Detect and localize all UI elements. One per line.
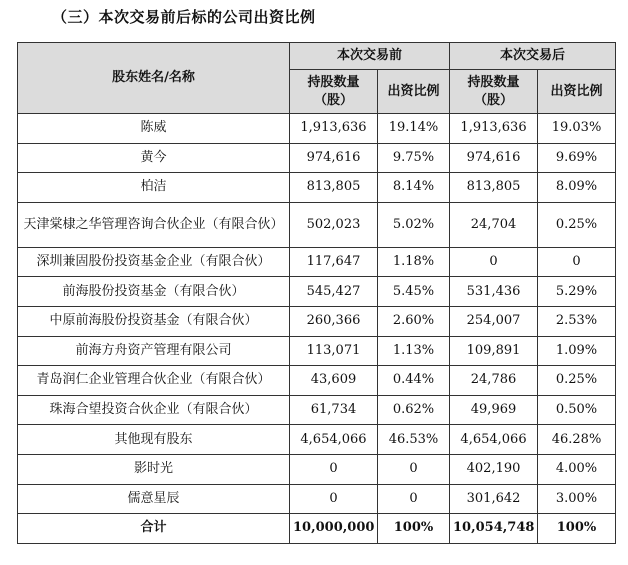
- total-row: [18, 514, 616, 544]
- after-shares: 24,704: [450, 202, 538, 247]
- after-shares: 4,654,066: [450, 425, 538, 455]
- after-shares: 254,007: [450, 306, 538, 336]
- after-shares: 974,616: [450, 143, 538, 173]
- after-ratio: 19.03%: [538, 114, 616, 144]
- after-ratio: 4.00%: [538, 454, 616, 484]
- before-shares: 260,366: [290, 306, 378, 336]
- before-ratio: 0: [378, 454, 450, 484]
- header-after: 本次交易后: [450, 43, 616, 70]
- after-shares: 402,190: [450, 454, 538, 484]
- after-ratio: 8.09%: [538, 173, 616, 203]
- after-shares: 0: [450, 247, 538, 277]
- equity-ratio-table: [17, 42, 616, 544]
- section-title: （三）本次交易前后标的公司出资比例: [52, 8, 316, 26]
- before-shares: 545,427: [290, 277, 378, 307]
- after-ratio: 0.25%: [538, 366, 616, 396]
- table-row: [18, 425, 616, 455]
- after-ratio: 1.09%: [538, 336, 616, 366]
- before-ratio: 19.14%: [378, 114, 450, 144]
- after-ratio: 5.29%: [538, 277, 616, 307]
- before-shares: 43,609: [290, 366, 378, 396]
- shareholder-name: 其他现有股东: [18, 425, 290, 455]
- header-after-shares: 持股数量 （股）: [450, 70, 538, 114]
- total-shareholder-name: 合计: [18, 514, 290, 544]
- header-shareholder: 股东姓名/名称: [18, 43, 290, 114]
- shareholder-name: 陈威: [18, 114, 290, 144]
- shareholder-name: 影时光: [18, 454, 290, 484]
- table-row: [18, 336, 616, 366]
- shareholder-name: 深圳兼固股份投资基金企业（有限合伙）: [18, 247, 290, 277]
- after-shares: 301,642: [450, 484, 538, 514]
- after-shares: 813,805: [450, 173, 538, 203]
- shareholder-name: 柏洁: [18, 173, 290, 203]
- after-shares: 1,913,636: [450, 114, 538, 144]
- header-before: 本次交易前: [290, 43, 450, 70]
- table-row: [18, 484, 616, 514]
- after-shares: 24,786: [450, 366, 538, 396]
- after-ratio: 0.50%: [538, 395, 616, 425]
- table-row: [18, 306, 616, 336]
- total-after-shares: 10,054,748: [450, 514, 538, 544]
- after-ratio: 2.53%: [538, 306, 616, 336]
- shareholder-name: 前海方舟资产管理有限公司: [18, 336, 290, 366]
- table-row: [18, 277, 616, 307]
- before-ratio: 5.02%: [378, 202, 450, 247]
- total-after-ratio: 100%: [538, 514, 616, 544]
- after-ratio: 46.28%: [538, 425, 616, 455]
- table-row: [18, 143, 616, 173]
- after-shares: 109,891: [450, 336, 538, 366]
- table-row: [18, 395, 616, 425]
- before-ratio: 0: [378, 484, 450, 514]
- after-ratio: 0.25%: [538, 202, 616, 247]
- before-shares: 61,734: [290, 395, 378, 425]
- after-shares: 49,969: [450, 395, 538, 425]
- before-ratio: 0.44%: [378, 366, 450, 396]
- after-ratio: 3.00%: [538, 484, 616, 514]
- before-shares: 0: [290, 454, 378, 484]
- header-before-ratio: 出资比例: [378, 70, 450, 114]
- before-ratio: 2.60%: [378, 306, 450, 336]
- header-before-shares: 持股数量 （股）: [290, 70, 378, 114]
- before-shares: 4,654,066: [290, 425, 378, 455]
- table-row: [18, 366, 616, 396]
- header-after-ratio: 出资比例: [538, 70, 616, 114]
- shareholder-name: 珠海合望投资合伙企业（有限合伙）: [18, 395, 290, 425]
- shareholder-name: 天津棠棣之华管理咨询合伙企业（有限合伙）: [18, 202, 290, 247]
- before-shares: 502,023: [290, 202, 378, 247]
- before-shares: 1,913,636: [290, 114, 378, 144]
- table-row: [18, 247, 616, 277]
- shareholder-name: 黄今: [18, 143, 290, 173]
- table-row: [18, 173, 616, 203]
- table-row: [18, 454, 616, 484]
- before-shares: 117,647: [290, 247, 378, 277]
- before-shares: 974,616: [290, 143, 378, 173]
- before-ratio: 0.62%: [378, 395, 450, 425]
- shareholder-name: 青岛润仁企业管理合伙企业（有限合伙）: [18, 366, 290, 396]
- before-ratio: 1.18%: [378, 247, 450, 277]
- before-ratio: 46.53%: [378, 425, 450, 455]
- before-ratio: 5.45%: [378, 277, 450, 307]
- table-row: [18, 202, 616, 247]
- total-before-shares: 10,000,000: [290, 514, 378, 544]
- before-ratio: 9.75%: [378, 143, 450, 173]
- shareholder-name: 前海股份投资基金（有限合伙）: [18, 277, 290, 307]
- shareholder-name: 儒意星辰: [18, 484, 290, 514]
- after-shares: 531,436: [450, 277, 538, 307]
- after-ratio: 0: [538, 247, 616, 277]
- total-before-ratio: 100%: [378, 514, 450, 544]
- before-shares: 813,805: [290, 173, 378, 203]
- before-ratio: 1.13%: [378, 336, 450, 366]
- before-ratio: 8.14%: [378, 173, 450, 203]
- before-shares: 0: [290, 484, 378, 514]
- after-ratio: 9.69%: [538, 143, 616, 173]
- before-shares: 113,071: [290, 336, 378, 366]
- shareholder-name: 中原前海股份投资基金（有限合伙）: [18, 306, 290, 336]
- table-row: [18, 114, 616, 144]
